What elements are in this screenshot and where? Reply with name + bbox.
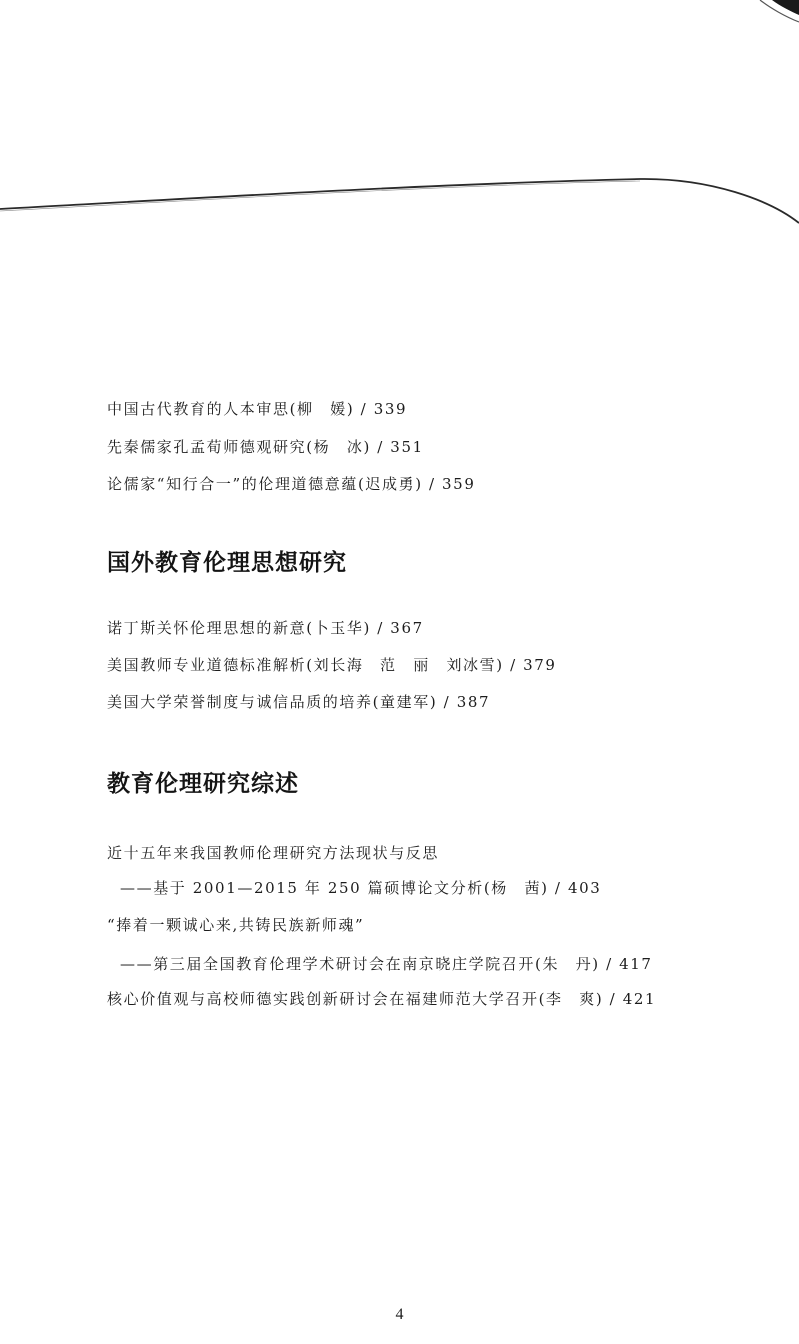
toc-entry[interactable]: 中国古代教育的人本审思(柳 媛) / 339: [107, 400, 408, 418]
page-number: 4: [395, 1306, 404, 1323]
toc-entry[interactable]: 核心价值观与高校师德实践创新研讨会在福建师范大学召开(李 爽) / 421: [107, 990, 657, 1008]
toc-entry[interactable]: 美国教师专业道德标准解析(刘长海 范 丽 刘冰雪) / 379: [107, 656, 557, 674]
toc-entry[interactable]: “捧着一颗诚心来,共铸民族新师魂”: [107, 916, 365, 934]
toc-entry[interactable]: 近十五年来我国教师伦理研究方法现状与反思: [107, 844, 440, 862]
toc-entry-subtitle[interactable]: ——基于 2001—2015 年 250 篇硕博论文分析(杨 茜) / 403: [120, 879, 602, 897]
section-heading: 教育伦理研究综述: [107, 770, 299, 797]
toc-entry[interactable]: 论儒家“知行合一”的伦理道德意蕴(迟成勇) / 359: [107, 475, 476, 493]
toc-entry-subtitle[interactable]: ——第三届全国教育伦理学术研讨会在南京晓庄学院召开(朱 丹) / 417: [120, 955, 653, 973]
section-heading: 国外教育伦理思想研究: [107, 549, 347, 576]
toc-entry[interactable]: 先秦儒家孔孟荀师德观研究(杨 冰) / 351: [107, 438, 424, 456]
scan-edge-artifacts: [0, 0, 799, 240]
toc-entry[interactable]: 美国大学荣誉制度与诚信品质的培养(童建军) / 387: [107, 693, 491, 711]
toc-entry[interactable]: 诺丁斯关怀伦理思想的新意(卜玉华) / 367: [107, 619, 424, 637]
